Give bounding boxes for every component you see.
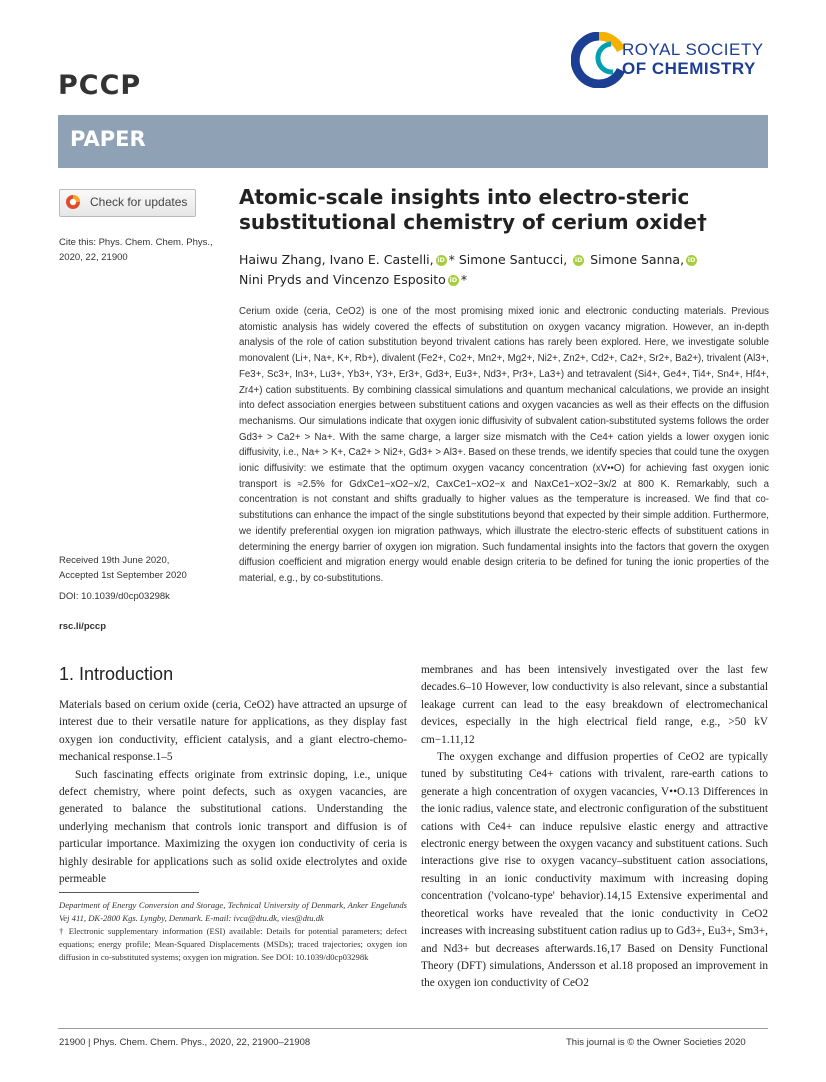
article-title: Atomic-scale insights into electro-steric substitutional chemistry of cerium oxide† (239, 185, 707, 234)
journal-name: PCCP (58, 70, 142, 101)
footnote-divider (59, 892, 199, 893)
paragraph: Materials based on cerium oxide (ceria, CeO2) have attracted an upsurge of interest due to their versatile nature for applications, as they display fast oxygen ion conductivity, efficient catalysis, and a giant electro-chemo-mechanical response.1–5 (59, 699, 407, 764)
author-list: Haiwu Zhang, Ivano E. Castelli, iD * Simone Santucci, iD Simone Sanna, iD Nini Pryds and Vincenzo Esposito iD * (239, 252, 696, 287)
orcid-icon[interactable]: iD (574, 256, 583, 264)
footer-divider (58, 1028, 768, 1029)
paragraph: The oxygen exchange and diffusion properties of CeO2 are typically tuned by substituting Ce4+ cations with trivalent, rare-earth cations to generate a high concentration of oxygen vacancies, V••O.13 Differences in the ionic radius, valence state, and electronic configuration of the substituent cations with Ce4+ can induce repulsive elastic energy and attractive electronic energy between the oxygen vacancy and substituent cations. Such interactions give rise to oxygen vacancy–substituent cation associations, resulting in an ionic conductivity maximum with increasing doping concentration ('volcano-type' behavior).14,15 Extensive experimental and theoretical works have revealed that the ionic conductivity in CeO2 increases with increasing substituent cation radius up to Gd3+, Eu3+, Sm3+, and Nd3+ but decreases afterwards.16,17 Based on Density Functional Theory (DFT) simulations, Andersson et al.18 proposed an improvement in the oxygen ion conductivity of CeO2 (421, 751, 768, 990)
abstract: Cerium oxide (ceria, CeO2) is one of the most promising mixed ionic and electronic conducting materials. Previous atomistic analysis has widely covered the effects of substitution on oxygen vacancy migration. However, an in-depth analysis of the role of cation substitution beyond trivalent cations has rarely been explored. Here, we investigate soluble monovalent (Li+, Na+, K+, Rb+), divalent (Fe2+, Co2+, Mn2+, Mg2+, Ni2+, Zn2+, Cd2+, Ca2+, Sr2+, Ba2+), trivalent (Al3+, Fe3+, Sc3+, In3+, Lu3+, Yb3+, Y3+, Er3+, Gd3+, Eu3+, Nd3+, Pr3+, La3+) and tetravalent (Si4+, Ge4+, Ti4+, Sn4+, Hf4+, Zr4+) cation substituents. By combining classical simulations and quantum mechanical calculations, we provide an insight into defect association energies between substituent cations and oxygen vacancies as well as their effects on the diffusion mechanisms. Our simulations indicate that oxygen ionic diffusivity of subvalent cation-substituted systems follows the order Gd3+ > Ca2+ > Na+. With the same charge, a larger size mismatch with the Ce4+ cation yields a lower oxygen ionic diffusivity, i.e., Na+ > K+, Ca2+ > Ni2+, Gd3+ > Al3+. Based on these trends, we identify species that could tune the oxygen ionic diffusivity: we estimate that the optimum oxygen vacancy concentration (xV••O) for achieving fast oxygen ionic transport is ≈2.5% for GdxCe1−xO2−x/2, CaxCe1−xO2−x and NaxCe1−xO2−3x/2 at 800 K. Remarkably, such a concentration is not constant and shifts gradually to higher values as the temperature is increased. We find that co-substitutions can enhance the impact of the single substitutions beyond that expected by their simple addition. Furthermore, we identify preferential oxygen ion migration pathways, which illustrate the electro-steric effects of substituent cations in determining the energy barrier of oxygen ion migration. Such fundamental insights into the factors that govern the oxygen diffusion coefficient and migration energy would enable design criteria to be defined for tuning the ionic properties of the material, e.g., by co-substitutions. (239, 306, 769, 584)
check-for-updates-label: Check for updates (90, 195, 188, 209)
affiliation-footnote: Department of Energy Conversion and Storage, Technical University of Denmark, Anker Engelunds Vej 411, DK-2800 Kgs. Lyngby, Denmark. E-mail: ivca@dtu.dk, vies@dtu.dk (59, 900, 407, 923)
page-footer-copyright: This journal is © the Owner Societies 2020 (566, 1037, 746, 1048)
check-updates-icon (65, 194, 81, 210)
body-right-column (421, 662, 768, 993)
doi[interactable]: DOI: 10.1039/d0cp03298k (59, 591, 170, 602)
citation: Cite this: Phys. Chem. Chem. Phys., 2020, 22, 21900 (59, 237, 213, 263)
page-footer-citation: 21900 | Phys. Chem. Chem. Phys., 2020, 22, 21900–21908 (59, 1037, 311, 1048)
paragraph: Such fascinating effects originate from extrinsic doping, i.e., unique defect chemistry, where point defects, such as oxygen vacancies, are generated to balance the substitutional cations. Understanding the underlying mechanism that controls ionic transport and diffusion is of particular importance. Maximizing the oxygen ion conductivity of ceria is highly desirable for applications such as solid oxide electrolytes and oxide permeable (59, 768, 407, 886)
article-dates: Received 19th June 2020, Accepted 1st September 2020 (59, 555, 187, 581)
esi-footnote: † Electronic supplementary information (ESI) available: Details for potential parameters; defect equations; energy profile; Mean-Squared Displacements (MSDs); traced trajectories; oxygen ion diffusion in co-substituted systems; oxygen ion migration. See DOI: 10.1039/d0cp03298k (59, 926, 407, 962)
paragraph: membranes and has been intensively investigated over the last few decades.6–10 However, low conductivity is also relevant, since a substantial leakage current can lead to the easy breakdown of electromechanical devices, especially in the high electrical field range, e.g., >50 kV cm−1.11,12 (421, 664, 768, 746)
publisher-name-line2: OF CHEMISTRY (622, 59, 756, 78)
body-left-column (59, 697, 407, 888)
footnotes (59, 899, 407, 964)
orcid-icon[interactable]: iD (687, 256, 696, 264)
orcid-icon[interactable]: iD (449, 276, 458, 284)
section-heading-introduction: 1. Introduction (59, 664, 174, 684)
journal-link[interactable]: rsc.li/pccp (59, 621, 106, 632)
article-type-banner (58, 115, 768, 168)
orcid-icon[interactable]: iD (437, 256, 445, 264)
article-type-label: PAPER (70, 127, 146, 151)
publisher-name-line1: ROYAL SOCIETY (622, 40, 764, 59)
